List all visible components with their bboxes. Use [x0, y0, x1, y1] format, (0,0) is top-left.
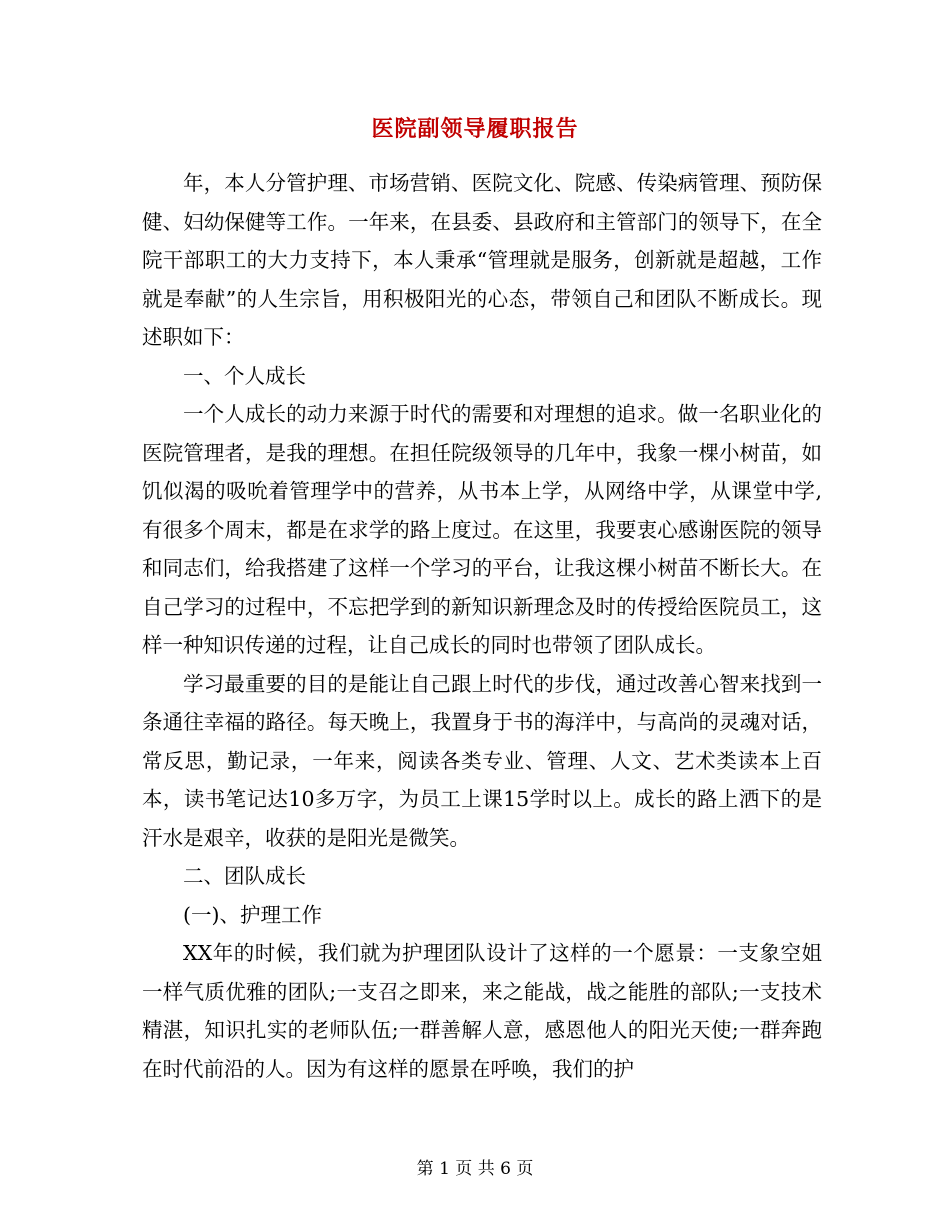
personal-growth-paragraph: 一个人成长的动力来源于时代的需要和对理想的追求。做一名职业化的医院管理者，是我的理想。在担任院级领导的几年中，我象一棵小树苗，如饥似渴的吸吮着管理学中的营养，从书本上学，从网络中学，从课堂中学,有很多个周末，都是在求学的路上度过。在这里，我要衷心感谢医院的领导和同志们，给我搭建了这样一个学习的平台，让我这棵小树苗不断长大。在自己学习的过程中，不忘把学到的新知识新理念及时的传授给医院员工，这样一种知识传递的过程，让自己成长的同时也带领了团队成长。 [142, 402, 822, 657]
page-number-footer: 第 1 页 共 6 页 [416, 1159, 534, 1179]
section-heading-team-growth: 二、团队成长 [183, 864, 306, 888]
subsection-heading-nursing: (一)、护理工作 [183, 902, 322, 927]
document-body [142, 164, 822, 1088]
document-title: 医院副领导履职报告 [371, 116, 579, 142]
learning-paragraph: 学习最重要的目的是能让自己跟上时代的步伐，通过改善心智来找到一条通往幸福的路径。每天晚上，我置身于书的海洋中，与高尚的灵魂对话，常反思，勤记录，一年来，阅读各类专业、管理、人文、艺术类读本上百本，读书笔记达10多万字，为员工上课15学时以上。成长的路上洒下的是汗水是艰辛，收获的是阳光是微笑。 [142, 671, 822, 850]
nursing-paragraph: XX年的时候，我们就为护理团队设计了这样的一个愿景：一支象空姐一样气质优雅的团队;一支召之即来，来之能战，战之能胜的部队;一支技术精湛，知识扎实的老师队伍;一群善解人意，感恩他人的阳光天使;一群奔跑在时代前沿的人。因为有这样的愿景在呼唤，我们的护 [142, 941, 822, 1081]
section-heading-personal-growth: 一、个人成长 [183, 363, 306, 388]
intro-paragraph: 年，本人分管护理、市场营销、医院文化、院感、传染病管理、预防保健、妇幼保健等工作。一年来，在县委、县政府和主管部门的领导下，在全院干部职工的大力支持下，本人秉承“管理就是服务，创新就是超越，工作就是奉献”的人生宗旨，用积极阳光的心态，带领自己和团队不断成长。现述职如下： [142, 171, 822, 349]
